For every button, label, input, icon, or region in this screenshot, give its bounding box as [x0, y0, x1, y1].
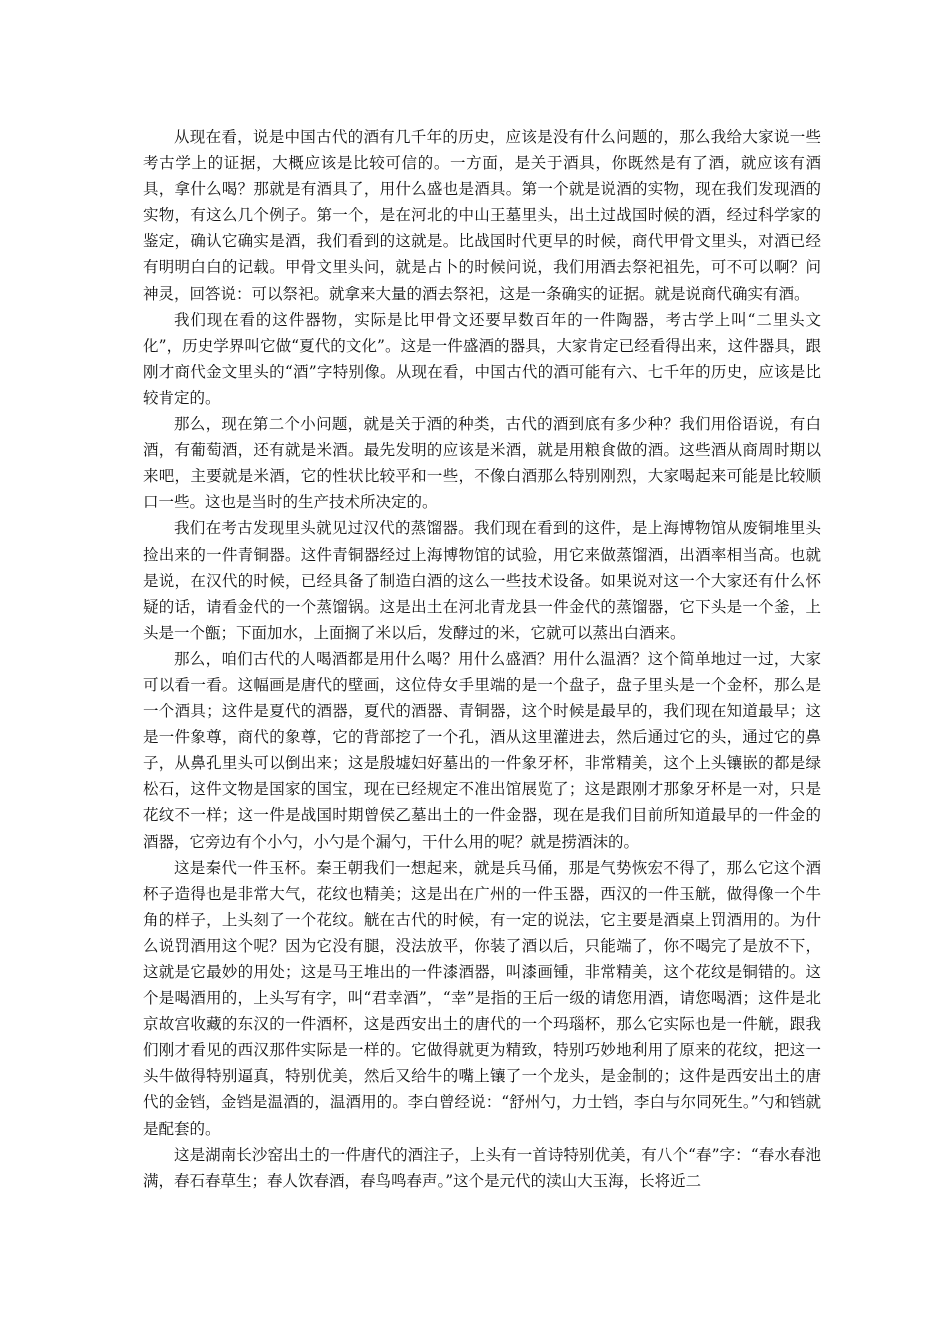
paragraph-2: 我们现在看的这件器物，实际是比甲骨文还要早数百年的一件陶器，考古学上叫“二里头文化”，历史学界叫它做“夏代的文化”。这是一件盛酒的器具，大家肯定已经看得出来，这件器具，跟刚才商代金文里头的“酒”字特别像。从现在看，中国古代的酒可能有六、七千年的历史，应该是比较肯定的。 [143, 310, 821, 407]
paragraph-4: 我们在考古发现里头就见过汉代的蒸馏器。我们现在看到的这件，是上海博物馆从废铜堆里头捡出来的一件青铜器。这件青铜器经过上海博物馆的试验，用它来做蒸馏酒，出酒率相当高。也就是说，在汉代的时候，已经具备了制造白酒的这么一些技术设备。如果说对这一个大家还有什么怀疑的话，请看金代的一个蒸馏锅。这是出土在河北青龙县一件金代的蒸馏器，它下头是一个釜，上头是一个甑；下面加水，上面搁了米以后，发酵过的米，它就可以蒸出白酒来。 [143, 519, 821, 642]
paragraph-3: 那么，现在第二个小问题，就是关于酒的种类，古代的酒到底有多少种？我们用俗语说，有白酒，有葡萄酒，还有就是米酒。最先发明的应该是米酒，就是用粮食做的酒。这些酒从商周时期以来吧，主要就是米酒，它的性状比较平和一些，不像白酒那么特别刚烈，大家喝起来可能是比较顺口一些。这也是当时的生产技术所决定的。 [143, 415, 821, 512]
paragraph-7: 这是湖南长沙窑出土的一件唐代的酒注子，上头有一首诗特别优美，有八个“春”字：“春水春池满，春石春草生；春人饮春酒，春鸟鸣春声。”这个是元代的渎山大玉海，长将近二 [143, 1145, 821, 1190]
paragraph-1: 从现在看，说是中国古代的酒有几千年的历史，应该是没有什么问题的，那么我给大家说一些考古学上的证据，大概应该是比较可信的。一方面，是关于酒具，你既然是有了酒，就应该有酒具，拿什么喝？那就是有酒具了，用什么盛也是酒具。第一个就是说酒的实物，现在我们发现酒的实物，有这么几个例子。第一个，是在河北的中山王墓里头，出土过战国时候的酒，经过科学家的鉴定，确认它确实是酒，我们看到的这就是。比战国时代更早的时候，商代甲骨文里头，对酒已经有明明白白的记载。甲骨文里头问，就是占卜的时候问说，我们用酒去祭祀祖先，可不可以啊？问神灵，回答说：可以祭祀。就拿来大量的酒去祭祀，这是一条确实的证据。就是说商代确实有酒。 [143, 128, 821, 303]
paragraph-6: 这是秦代一件玉杯。秦王朝我们一想起来，就是兵马俑，那是气势恢宏不得了，那么它这个酒杯子造得也是非常大气，花纹也精美；这是出在广州的一件玉器，西汉的一件玉觥，做得像一个牛角的样子，上头刻了一个花纹。觥在古代的时候，有一定的说法，它主要是酒桌上罚酒用的。为什么说罚酒用这个呢？因为它没有腿，没法放平，你装了酒以后，只能端了，你不喝完了是放不下，这就是它最妙的用处；这是马王堆出的一件漆酒器，叫漆画锺，非常精美，这个花纹是铜错的。这个是喝酒用的，上头写有字，叫“君幸酒”，“幸”是指的王后一级的请您用酒，请您喝酒；这件是北京故宫收藏的东汉的一件酒杯，这是西安出土的唐代的一个玛瑙杯，那么它实际也是一件觥，跟我们刚才看见的西汉那件实际是一样的。它做得就更为精致，特别巧妙地利用了原来的花纹，把这一头牛做得特别逼真，特别优美，然后又给牛的嘴上镶了一个龙头，是金制的；这件是西安出土的唐代的金铛，金铛是温酒的，温酒用的。李白曾经说：“舒州勺，力士铛，李白与尔同死生。”勺和铛就是配套的。 [143, 858, 821, 1138]
paragraph-5: 那么，咱们古代的人喝酒都是用什么喝？用什么盛酒？用什么温酒？这个简单地过一过，大家可以看一看。这幅画是唐代的壁画，这位侍女手里端的是一个盘子，盘子里头是一个金杯，那么是一个酒具；这件是夏代的酒器，夏代的酒器、青铜器，这个时候是最早的，我们现在知道最早；这是一件象尊，商代的象尊，它的背部挖了一个孔，酒从这里灌进去，然后通过它的头，通过它的鼻子，从鼻孔里头可以倒出来；这是殷墟妇好墓出的一件象牙杯，非常精美，这个上头镶嵌的都是绿松石，这件文物是国家的国宝，现在已经规定不准出馆展览了；这是跟刚才那象牙杯是一对，只是花纹不一样；这一件是战国时期曾侯乙墓出土的一件金器，现在是我们目前所知道最早的一件金的酒器，它旁边有个小勺，小勺是个漏勺，干什么用的呢？就是捞酒沫的。 [143, 649, 821, 851]
article-body [143, 124, 821, 1194]
